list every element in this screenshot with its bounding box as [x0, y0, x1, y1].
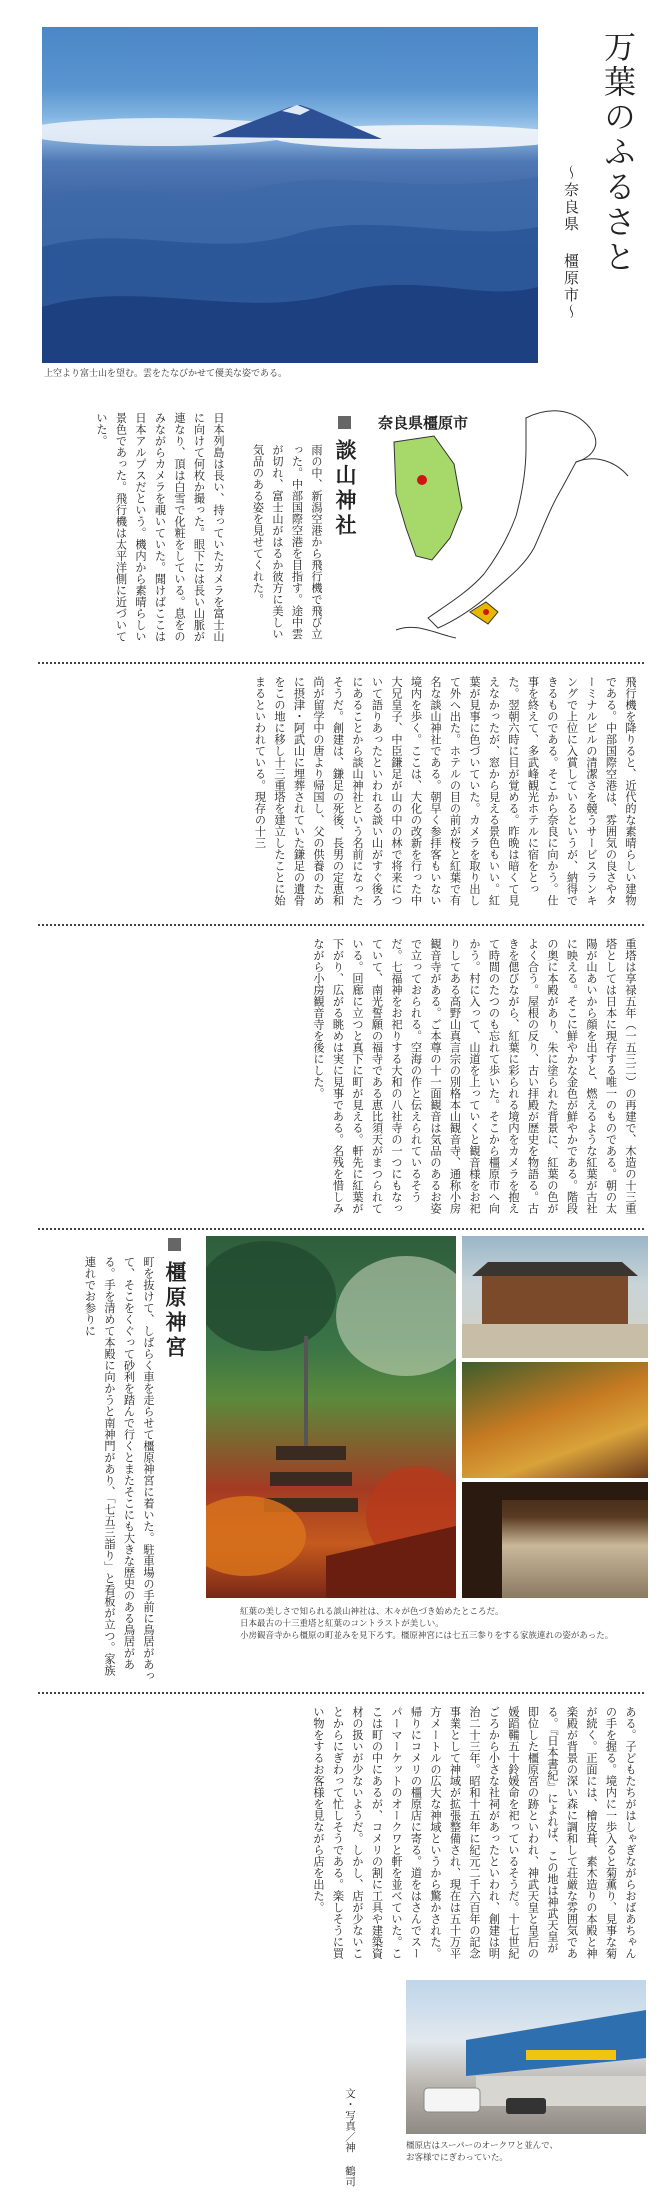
section4-text: 町を抜けて、しばらく車を走らせて橿原神宮に着いた。駐車場の手前に鳥居があって、そこをくぐって砂利を踏んで行くとまたそこにも大きな歴史のある鳥居がある。手を清めて本殿に向かうと南神門があり、「七五三詣り」と看板が立つ。家族連れでお参りに — [83, 1256, 155, 1682]
section1-lead: 雨の中、新潟空港から飛行機で飛び立った。中部国際空港を目指す。途中雲が切れ、富士山がはるか彼方に美しい気品のある姿を見せてくれた。 — [251, 444, 323, 640]
photo-pagoda-autumn — [206, 1236, 456, 1598]
photo-komeri-store — [406, 1980, 646, 2134]
section3-text: 重塔は享禄五年（一五三二）の再建で、木造の十三重塔としては日本に現存する唯一のものである。朝の太陽が山あいから顔を出すと、燃えるような紅葉が古社に映える。そこに鮮やかな金色が鮮やかである。階段の奥に本殿があり、朱に塗られた背景に、紅葉の色がよく合う。屋根の反り、古い拝殿が歴史を物語る。古きを偲びながら、紅葉に彩られる境内をカメラを抱えて時間のたつのも忘れて歩いた。そこから橿原市へ向かう。村に入って、山道を上っていくと観音様をお祀りしてある高野山真言宗の別格本山観音寺、通称小房観音寺がある。ご本尊の十一面観音は気品のあるお姿で立っておられる。空海の作と伝えられているそうだ。七福神をお祀りする大和の八社寺の一つにもなっていて、南光誓願の福寺である恵比須天がまつられている。回廊に立つと真下に町が見える。軒先に紅葉が下がり、広がる眺めは実に見事である。名残を惜しみながら小房観音寺を後にした。 — [312, 938, 637, 1214]
photo-temple-autumn — [462, 1362, 648, 1478]
danzan-heading-text: 談山神社 — [333, 439, 358, 539]
map-label: 奈良県橿原市 — [378, 414, 469, 432]
mountain-layers — [42, 27, 538, 363]
heading-square-icon — [338, 416, 351, 429]
section4-caption: 紅葉の美しさで知られる談山神社は、木々が色づき始めたところだ。 日本最古の十三重塔と紅葉のコントラストが美しい。 小房観音寺から橿原の町並みを見下ろす。橿原神宮には七五三参りをする家族連れの姿があった。 — [240, 1607, 614, 1641]
section5-text: ある。子どもたちがはしゃぎながらおばあちゃんの手を握る。境内に一歩入ると菊薫り、見事な菊が続く。正面には、檜皮葺、素木造りの本殿と神楽殿が背景の深い森に調和して荘厳な雰囲気である。『日本書紀』によれば、この地は神武天皇が即位した橿原宮の跡といわれ、神武天皇と皇后の媛蹈鞴五十鈴媛命を祀っているそうだ。十七世紀ごろから小さな社祠があったといわれ、創建は明治二十三年。昭和十五年に紀元二千六百年の記念事業として神域が拡張整備され、現在は五十万平方メートルの広大な神域というから驚かされた。帰りにコメリの橿原店に寄る。道をはさんでスーパーマーケットのオークワと軒を並べていた。ここは町の中にあるが、コメリの割に工具や建築資材の扱いが少ないようだ。しかし、店が少ないことからにぎわって忙しそうである。楽しそうに買い物をするお客様を見ながら店を出た。 — [312, 1706, 637, 1959]
photo-kashihara-gate — [462, 1236, 648, 1358]
divider-2 — [38, 924, 644, 926]
divider-1 — [38, 662, 644, 664]
japan-map-svg — [376, 398, 638, 648]
photo-kashihara-view — [462, 1482, 648, 1598]
kashihara-heading — [160, 1236, 190, 1361]
danzan-heading — [330, 414, 360, 539]
credit: 文・写真／神 鶴司 — [344, 2088, 356, 2187]
section2-text: 飛行機を降りると、近代的な素晴らしい建物である。中部国際空港は、雰囲気の良さやターミナルビルの清潔さを競うサービスランキングで上位に入賞しているというが、納得できるものである。そこから奈良に向かう。仕事を終えて、多武峰観光ホテルに宿をとった。翌朝六時に目が覚める。昨晩は暗くて見えなかったが、窓から見える景色もいい。紅葉が見事に色づいていた。カメラを取り出して外へ出た。ホテルの目の前が桜と紅葉で有名な談山神社である。朝早く参拝客もいない境内を歩く。ここは、大化の改新を行った中大兄皇子、中臣鎌足が山の中の林で将来について語りあったといわれる談い山がすぐ後ろにあることから談山神社という名前になったそうだ。創建は、鎌足の死後、長男の定恵和尚が留学中の唐より帰国し、父の供養のために摂津・阿武山に埋葬されていた鎌足の遺骨をこの地に移し十三重塔を建立したことに始まるといわれている。現存の十三 — [253, 676, 637, 906]
kashihara-marker-icon — [417, 475, 427, 485]
divider-3 — [38, 1228, 644, 1230]
kashihara-heading-text: 橿原神宮 — [163, 1261, 188, 1361]
top-photo-caption: 上空より富士山を望む。雲をたなびかせて優美な姿である。 — [44, 369, 288, 379]
divider-4 — [38, 1692, 644, 1694]
section1-text: 日本列島は長い、持っていたカメラを富士山に向けて何枚か撮った。眼下には長い山脈が連なり、頂は白雪で化粧をしている。息をのみながらカメラを覗いていた。聞けばここは日本アルプスだという。機内から素晴らしい景色であった。飛行機は太平洋側に近づいていた。 — [95, 412, 225, 642]
top-photo-fuji — [42, 27, 538, 363]
page-title: 万葉のふるさと — [599, 30, 637, 275]
page-subtitle: ～奈良県 橿原市～ — [562, 165, 580, 321]
map-nara-kashihara — [376, 398, 638, 648]
heading-square-icon — [168, 1238, 181, 1251]
komeri-caption: 橿原店はスーパーのオークワと並んで、 お客様でにぎわっていた。 — [406, 2141, 558, 2163]
